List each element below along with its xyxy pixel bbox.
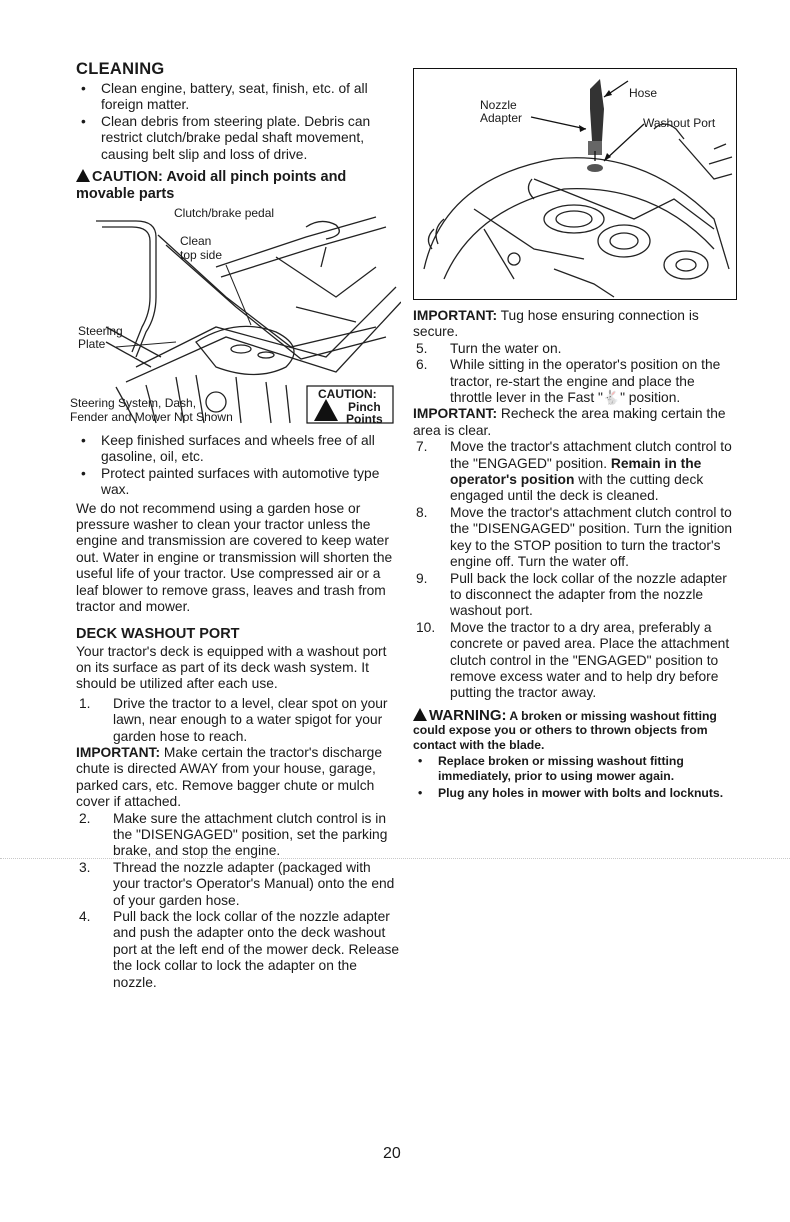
nozzle-label: Nozzle [480,98,517,112]
step-text: Pull back the lock collar of the nozzle adapter to disconnect the adapter from the nozzle washout port. [450,570,727,619]
warning-text: A broken or missing washout fitting could expose you or others to thrown objects from contact with the blade. [413,708,717,752]
deck-paragraph: Your tractor's deck is equipped with a washout port on its surface as part of its deck wash system. It should be utilized after each use. [76,643,387,692]
step-item [413,505,740,571]
important-text: Tug hose ensuring connection is secure. [413,308,699,340]
badge-caution: CAUTION: [318,387,377,402]
important-note-1 [76,745,401,811]
important-text: Recheck the area making certain the area is clear. [413,406,726,438]
right-column [413,68,740,804]
washout-illustration [414,69,735,298]
plate-label: Plate [78,337,106,352]
left-column [70,60,401,991]
list-item: • Clean debris from steering plate. Debris can restrict clutch/brake pedal shaft movement, causing belt slip and loss of drive. [76,114,401,163]
step-text: Drive the tractor to a level, clear spot on your lawn, near enough to a water spigot for your garden hose to reach. [113,695,388,744]
list-item: • Clean engine, battery, seat, finish, etc. of all foreign matter. [76,81,401,114]
important-note-3 [413,406,740,439]
step-text: Move the tractor's attachment clutch control to the "ENGAGED" position. [450,439,732,471]
step-item [413,341,740,357]
step-text: Move the tractor to a dry area, preferably a concrete or paved area. Place the attachment clutch control in the "ENGAGED" position to remove excess water and to help dry before putting the tractor away. [450,619,730,701]
list-item: • Plug any holes in mower with bolts and locknuts. [413,786,740,801]
step-text: Pull back the lock collar of the nozzle adapter and push the adapter onto the deck washout port at the left end of the mower deck. Release the lock collar to lock the adapter on the nozzle. [113,909,400,990]
step-number: 3. [79,859,91,875]
important-label: IMPORTANT: [413,308,498,323]
step-item [76,909,401,991]
clean-label: Clean [180,234,212,249]
warning-notice [413,708,740,753]
clutch-label: Clutch/brake pedal [174,206,275,221]
list-item: • Replace broken or missing washout fitting immediately, prior to using mower again. [413,754,740,783]
badge-points: Points [346,412,383,427]
steps-list-b [76,811,401,991]
list-item: • Protect painted surfaces with automotive type wax. [76,466,401,499]
step-text: Move the tractor's attachment clutch control to the "DISENGAGED" position. Turn the ignition key to the STOP position to turn the tractor's engine off. Turn the water off. [450,504,733,570]
warning-triangle-icon [76,169,90,182]
step-text: with the cutting deck engaged until the deck is cleaned. [450,472,704,504]
step-emphasis: Remain in the operator's position [450,455,702,488]
step-item [413,357,740,406]
important-text: Make certain the tractor's discharge chute is directed AWAY from your house, garage, parked cars, etc. Remove bagger chute or mulch cover if attached. [76,744,383,810]
warning-triangle-icon [413,708,427,721]
steps-list-a [76,696,401,745]
badge-pinch: Pinch [348,400,381,415]
step-item [76,811,401,860]
step-item [413,620,740,702]
step-number: 1. [79,695,91,711]
caution-text: CAUTION: Avoid all pinch points and movable parts [76,169,347,203]
step-number: 6. [416,357,428,373]
page-number: 20 [383,1145,401,1162]
step-number: 5. [416,340,428,356]
hose-label: Hose [629,86,658,100]
steering-label: Steering [78,324,123,339]
washout-port-figure [413,68,737,300]
warning-list [413,754,740,801]
step-number: 9. [416,570,428,586]
step-item [413,439,740,505]
step-text: Make sure the attachment clutch control is in the "DISENGAGED" position, set the parking brake, and stop the engine. [113,810,388,859]
steps-list-d [413,439,740,702]
caption-line2: Fender and Mower Not Shown [70,410,233,425]
warning-label: WARNING: [429,706,507,724]
deck-heading: DECK WASHOUT PORT [76,625,240,642]
adapter-label: Adapter [480,111,523,125]
important-note-2 [413,308,740,341]
step-number: 2. [79,810,91,826]
list-item: • Keep finished surfaces and wheels free of all gasoline, oil, etc. [76,433,401,466]
cleaning-heading: CLEANING [76,60,165,78]
steps-list-c [413,341,740,407]
important-label: IMPORTANT: [76,744,161,760]
caution-notice [76,169,401,203]
cleaning-list [76,81,401,163]
steering-plate-figure [70,206,401,427]
step-item [76,696,401,745]
topside-label: top side [180,248,223,263]
step-number: 4. [79,909,91,924]
caption-line1: Steering System, Dash, [70,396,197,411]
step-text: Thread the nozzle adapter (packaged with your tractor's Operator's Manual) onto the end of your garden hose. [113,859,395,908]
step-number: 7. [416,439,428,455]
finish-list [76,433,401,499]
step-number: 10. [416,619,436,635]
step-number: 8. [416,504,428,520]
step-item [76,860,401,909]
step-text: Turn the water on. [450,340,562,356]
step-item [413,571,740,620]
washout-label: Washout Port [643,116,716,130]
important-label: IMPORTANT: [413,406,498,422]
hose-paragraph: We do not recommend using a garden hose or pressure washer to clean your tractor unless the engine and transmission are covered to keep water out. Water in engine or transmission will shorten the useful life of your tractor. Use compressed air or a leaf blower to remove grass, leaves and trash from tractor and mower. [76,500,393,615]
step-text: While sitting in the operator's position on the tractor, re-start the engine and place the throttle lever in the Fast "🐇" position. [450,357,721,406]
